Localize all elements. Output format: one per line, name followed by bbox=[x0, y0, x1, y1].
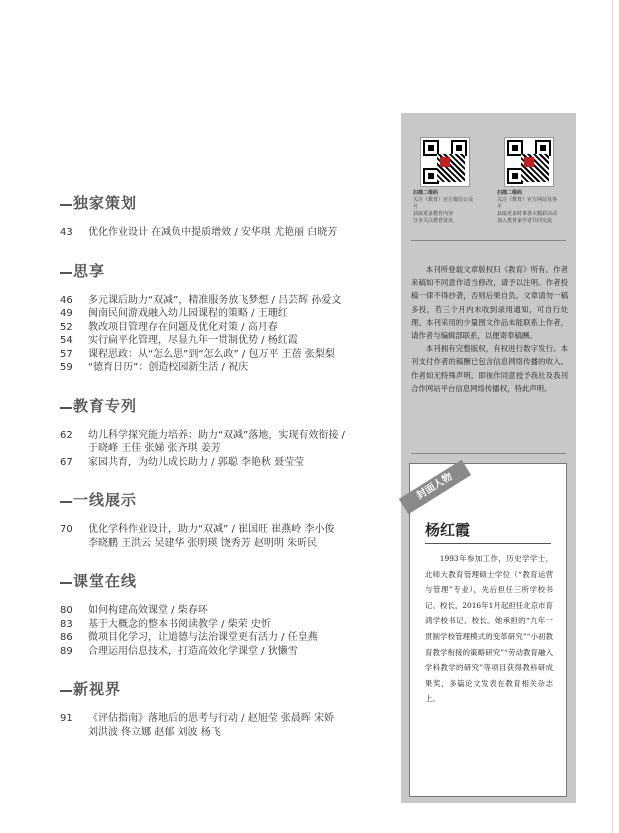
section-title-text: 教育专列 bbox=[73, 396, 138, 415]
entry-line: 课程思政：从“怎么思”到“怎么政” / 包万平 王蓓 张梨梨 bbox=[88, 348, 335, 360]
qr-code-icon bbox=[420, 137, 470, 187]
toc-entry[interactable] bbox=[60, 307, 380, 321]
page-number: 89 bbox=[60, 645, 73, 657]
section-underscore bbox=[60, 678, 72, 692]
toc-section bbox=[60, 570, 380, 658]
entry-title bbox=[88, 429, 380, 456]
toc-entry[interactable] bbox=[60, 226, 380, 240]
toc-entry[interactable] bbox=[60, 631, 380, 645]
entry-title bbox=[88, 348, 380, 362]
entry-title bbox=[88, 307, 380, 321]
page-number: 43 bbox=[60, 227, 73, 238]
toc-section bbox=[60, 489, 380, 550]
page-number: 57 bbox=[60, 348, 73, 360]
entry-title bbox=[88, 618, 380, 632]
toc-entry[interactable] bbox=[60, 294, 380, 308]
table-of-contents bbox=[60, 192, 380, 739]
entry-line: 于晓峰 王佳 张娣 张齐琪 姜芳 bbox=[88, 443, 221, 454]
divider bbox=[411, 240, 566, 241]
entry-title bbox=[88, 645, 380, 659]
page-number: 67 bbox=[60, 456, 73, 468]
page-edge bbox=[612, 0, 613, 833]
divider bbox=[411, 453, 566, 454]
entry-title bbox=[88, 294, 380, 308]
page-number: 70 bbox=[60, 524, 73, 535]
entry-title bbox=[88, 604, 380, 618]
entry-line: 李晓鹏 王洪云 吴建华 张明瑛 饶秀芳 赵明明 朱昕民 bbox=[88, 537, 318, 549]
notice-paragraph: 本刊所登载文章版权归《教育》所有。作者来稿如不同意作适当修改，请予以注明。作者投稿一律不得抄袭，否则后果自负。文章请勿一稿多投，若三个月内未收到录用通知，可自行处理。本刊采用的少量图文作品未能联系上作者，请作者与编辑部联系，以便寄奉稿酬。 bbox=[411, 265, 568, 341]
qr-caption-left: 扫描二维码 关注《教育》官方微信公众号 获取更多教育内容 分享关注教育资讯 bbox=[413, 190, 474, 224]
entry-title bbox=[88, 334, 380, 348]
entry-line: 合理运用信息技术，打造高效化学课堂 / 狄懒雪 bbox=[88, 645, 298, 657]
toc-section bbox=[60, 678, 380, 739]
entry-line: 教改项目管理存在问题及优化对策 / 高月春 bbox=[88, 321, 278, 333]
page-number: 52 bbox=[60, 321, 73, 333]
toc-entry[interactable] bbox=[60, 523, 380, 550]
entry-line: 优化学科作业设计，助力“双减” / 崔国旺 崔燕岭 李小俊 bbox=[88, 524, 335, 535]
toc-entry[interactable] bbox=[60, 604, 380, 618]
notice-paragraph: 本刊拥有完整版权，有权进行数字发行。本刊支付作者的稿酬已包含信息网络传播的收入。作者如无特殊声明，即视作同意授予我社及我刊合作网站平台信息网络传播权，特此声明。 bbox=[411, 344, 568, 393]
entry-title bbox=[88, 226, 380, 240]
qr-code-icon bbox=[504, 137, 554, 187]
toc-entry[interactable] bbox=[60, 334, 380, 348]
toc-entry[interactable] bbox=[60, 456, 380, 470]
entry-line: 《评估指南》落地后的思考与行动 / 赵旭莹 张晨晖 宋娇 bbox=[88, 713, 335, 724]
divider bbox=[425, 543, 551, 544]
toc-entry[interactable] bbox=[60, 429, 380, 456]
entry-line: 优化作业设计 在减负中提质增效 / 安华琪 尤艳丽 白晓芳 bbox=[88, 227, 338, 238]
section-title-text: 课堂在线 bbox=[73, 572, 138, 590]
section-title bbox=[60, 395, 380, 417]
section-underscore bbox=[60, 192, 72, 206]
entry-title bbox=[88, 456, 380, 470]
qr-code-right[interactable] bbox=[497, 137, 561, 224]
section-title bbox=[60, 570, 380, 592]
page-number: 49 bbox=[60, 308, 73, 319]
toc-entry[interactable] bbox=[60, 618, 380, 632]
page-number: 59 bbox=[60, 362, 73, 373]
cover-person-name: 杨红霞 bbox=[425, 521, 471, 539]
info-panel bbox=[401, 113, 576, 803]
section-underscore bbox=[60, 570, 72, 584]
entry-line: 实行扁平化管理，尽显九年一贯制优势 / 杨红霞 bbox=[88, 335, 298, 346]
toc-entry[interactable] bbox=[60, 348, 380, 362]
page-number: 83 bbox=[60, 618, 73, 630]
entry-line: 微项目化学习，让道德与法治课堂更有活力 / 任皇燕 bbox=[88, 632, 318, 643]
section-underscore bbox=[60, 260, 72, 274]
cover-person-bio: 1993年参加工作，历史学学士，北师大教育管理硕士学位（“教育运营与管理”专业），先后担任三所学校书记、校长，2016年1月起担任北京市育鸿学校书记、校长。她承担的“九年一贯制学校管理模式的变革研究”“小初教育教学衔接的策略研究”“劳动教育融入学科教学的研究”等项目获得教科研成果奖，多篇论文发表在教育相关杂志上。 bbox=[425, 554, 553, 704]
entry-line: 刘洪波 佟立娜 赵郁 刘波 杨飞 bbox=[88, 726, 221, 738]
entry-title bbox=[88, 631, 380, 645]
section-title bbox=[60, 489, 380, 511]
toc-entry[interactable] bbox=[60, 712, 380, 739]
section-title bbox=[60, 260, 380, 282]
section-title bbox=[60, 678, 380, 700]
toc-section bbox=[60, 260, 380, 375]
section-title-text: 思享 bbox=[73, 261, 106, 280]
copyright-notice bbox=[411, 263, 568, 395]
entry-title bbox=[88, 321, 380, 335]
section-title-text: 一线展示 bbox=[73, 491, 138, 509]
entry-line: 闽南民间游戏融入幼儿园课程的策略 / 王珊红 bbox=[88, 308, 288, 319]
toc-entry[interactable] bbox=[60, 361, 380, 375]
entry-title bbox=[88, 523, 380, 550]
cover-person-banner: 封面人物 bbox=[399, 460, 471, 514]
qr-code-left[interactable] bbox=[413, 137, 477, 224]
entry-line: 基于大概念的整本书阅读教学 / 柴荣 史忻 bbox=[88, 618, 271, 630]
entry-line: 多元课后助力“双减”，精准服务放飞梦想 / 吕芸辉 孙爱文 bbox=[88, 294, 342, 306]
page-number: 46 bbox=[60, 294, 73, 306]
entry-title bbox=[88, 361, 380, 375]
entry-line: 幼儿科学探究能力培养：助力“双减”落地，实现有效衔接 / bbox=[88, 429, 345, 441]
page-number: 62 bbox=[60, 429, 73, 441]
page-number: 91 bbox=[60, 713, 73, 724]
cover-person-card bbox=[409, 463, 567, 797]
section-underscore bbox=[60, 489, 72, 503]
section-title bbox=[60, 192, 380, 214]
page-number: 54 bbox=[60, 335, 73, 346]
toc-entry[interactable] bbox=[60, 321, 380, 335]
entry-title bbox=[88, 712, 380, 739]
entry-line: “德育日历”：创造校园新生活 / 祝庆 bbox=[88, 362, 249, 373]
entry-line: 家园共育，为幼儿成长助力 / 郭聪 李艳秋 聂莹莹 bbox=[88, 456, 305, 468]
toc-entry[interactable] bbox=[60, 645, 380, 659]
toc-section bbox=[60, 395, 380, 470]
section-title-text: 新视界 bbox=[73, 680, 122, 698]
section-title-text: 独家策划 bbox=[73, 194, 138, 212]
page-number: 80 bbox=[60, 605, 73, 616]
entry-line: 如何构建高效课堂 / 柴春环 bbox=[88, 605, 208, 616]
section-underscore bbox=[60, 395, 72, 409]
page-number: 86 bbox=[60, 632, 73, 643]
qr-caption-right: 扫描二维码 关注《教育》官方网站及各平 获取更多时事各大精彩活动 加入教育家学者共同交流 bbox=[497, 190, 558, 224]
toc-section bbox=[60, 192, 380, 240]
